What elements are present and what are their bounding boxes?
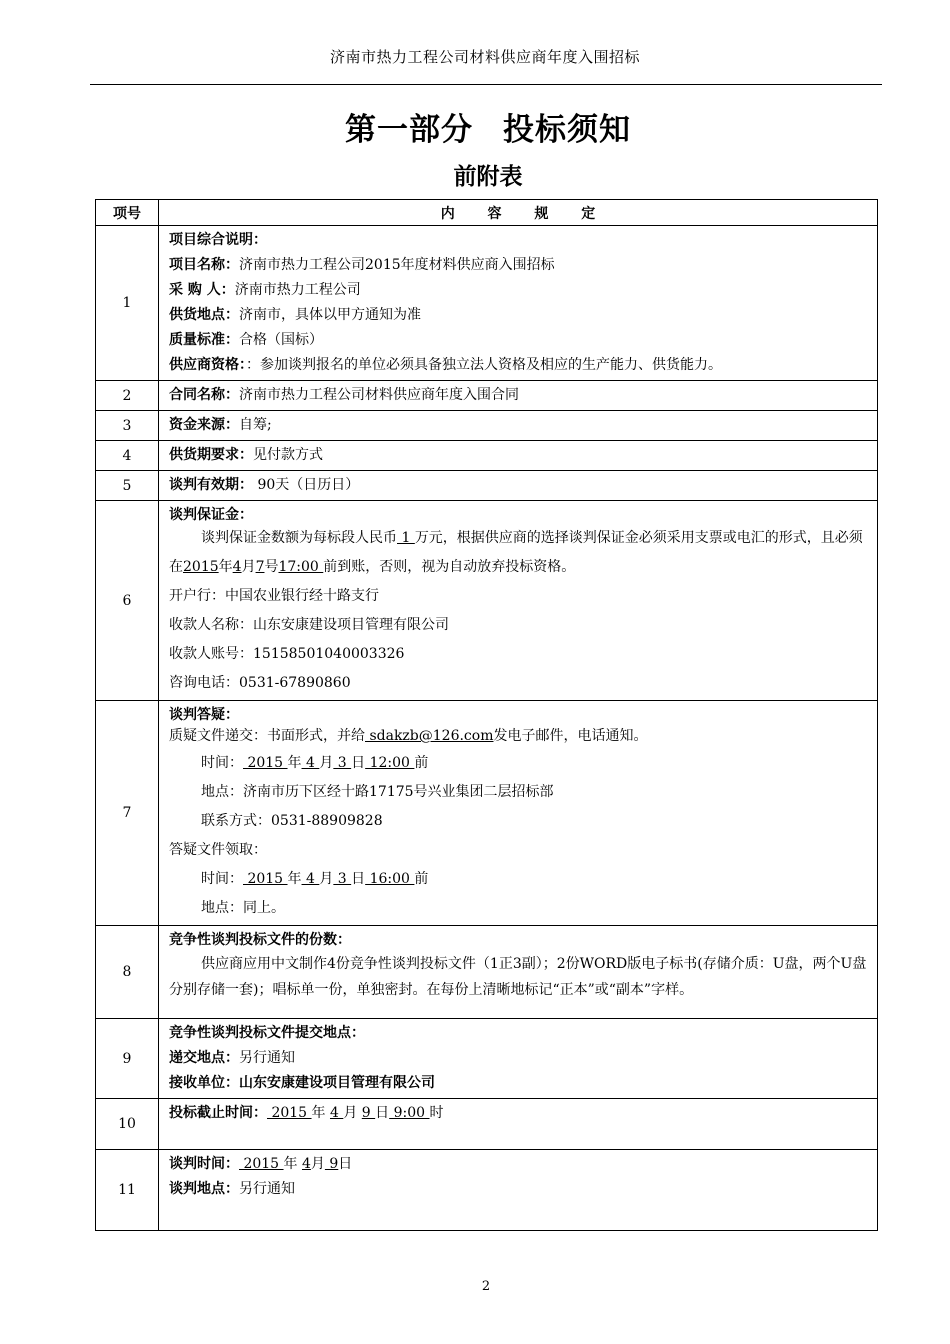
negotiation-place-label: 谈判地点： [169, 1181, 239, 1197]
contract-name-label: 合同名称： [169, 387, 239, 403]
negotiation-place-value: 另行通知 [239, 1181, 295, 1197]
answer-time-line: 时间： 2015 年 4 月 3 日 16:00 前 [201, 871, 429, 887]
row-num: 1 [96, 226, 159, 381]
quality-label: 质量标准： [169, 332, 239, 348]
supply-place-value: 济南市，具体以甲方通知为准 [239, 307, 421, 323]
inquiry-phone-line: 咨询电话：0531-67890860 [169, 675, 351, 691]
row-num: 2 [96, 381, 159, 411]
funding-value: 自筹; [239, 417, 272, 433]
row-num: 6 [96, 501, 159, 701]
row-num: 7 [96, 701, 159, 926]
receiving-unit-line: 接收单位：山东安康建设项目管理有限公司 [169, 1075, 435, 1091]
funding-label: 资金来源： [169, 417, 239, 433]
table-row-4 [96, 441, 878, 471]
row-num: 11 [96, 1150, 159, 1231]
delivery-place-value: 另行通知 [239, 1050, 295, 1066]
row-content [159, 701, 878, 926]
submission-place-label: 竞争性谈判投标文件提交地点： [169, 1025, 365, 1041]
table-row-3 [96, 411, 878, 441]
row-num: 9 [96, 1019, 159, 1099]
buyer-label: 采 购 人： [169, 282, 235, 298]
validity-label: 谈判有效期： [169, 477, 253, 493]
validity-value: 90天（日历日） [253, 477, 360, 493]
quality-value: 合格（国标） [239, 332, 323, 348]
project-name-value: 济南市热力工程公司2015年度材料供应商入围招标 [239, 257, 555, 273]
row-content [159, 381, 878, 411]
account-line: 收款人账号：15158501040003326 [169, 646, 405, 662]
delivery-place-label: 递交地点： [169, 1050, 239, 1066]
sub-title: 前附表 [453, 164, 523, 190]
clarification-label: 谈判答疑： [169, 707, 239, 723]
table-row-5 [96, 471, 878, 501]
objection-time-line: 时间： 2015 年 4 月 3 日 12:00 前 [201, 755, 429, 771]
negotiation-time-line: 谈判时间： 2015 年 4月 9日 [169, 1156, 353, 1172]
part-title-right: 投标须知 [503, 112, 631, 148]
contract-name-value: 济南市热力工程公司材料供应商年度入围合同 [239, 387, 519, 403]
row-num: 10 [96, 1099, 159, 1150]
part-title-left: 第一部分 [345, 112, 473, 148]
copies-label: 竞争性谈判投标文件的份数： [169, 932, 351, 948]
row-content [159, 1099, 878, 1150]
answer-pickup-label: 答疑文件领取： [169, 842, 267, 858]
deadline-label: 投标截止时间： [169, 1105, 267, 1121]
row-num: 5 [96, 471, 159, 501]
delivery-period-label: 供货期要求： [169, 447, 253, 463]
table-row-8 [96, 926, 878, 1019]
delivery-period-value: 见付款方式 [253, 447, 323, 463]
row-content [159, 471, 878, 501]
row-content [159, 1019, 878, 1099]
appendix-table [95, 199, 878, 1231]
negotiation-time-label: 谈判时间： [169, 1156, 239, 1172]
header-content: 内 容 规 定 [159, 200, 878, 226]
running-header: 济南市热力工程公司材料供应商年度入围招标 [329, 48, 640, 66]
row-content [159, 501, 878, 701]
payee-line: 收款人名称：山东安康建设项目管理有限公司 [169, 617, 449, 633]
project-name-label: 项目名称： [169, 257, 239, 273]
deposit-label: 谈判保证金： [169, 507, 253, 523]
header-rule [90, 84, 882, 85]
objection-line: 质疑文件递交：书面形式，并给 sdakzb@126.com发电子邮件，电话通知。 [169, 728, 648, 744]
table-row-2 [96, 381, 878, 411]
table-row-6 [96, 501, 878, 701]
table-row-1 [96, 226, 878, 381]
answer-address-line: 地点：同上。 [201, 900, 285, 916]
deadline-line: 投标截止时间： 2015 年 4 月 9 日 9:00 时 [169, 1105, 444, 1121]
table-row-9 [96, 1019, 878, 1099]
copies-paragraph: 供应商应用中文制作4份竞争性谈判投标文件（1正3副）；2份WORD版电子标书(存储介质：U盘，两个U盘分别存储一套)；唱标单一份，单独密封。在每份上清晰地标记“正本”或“副本”字样。 [169, 956, 867, 998]
row-content [159, 411, 878, 441]
buyer-value: 济南市热力工程公司 [234, 282, 361, 298]
deposit-paragraph: 谈判保证金数额为每标段人民币 1 万元，根据供应商的选择谈判保证金必须采用支票或电汇的形式，且必须在2015年4月7号17:00 前到账，否则，视为自动放弃投标资格。 [169, 530, 863, 575]
contact-line: 联系方式：0531-88909828 [201, 813, 383, 829]
row-num: 3 [96, 411, 159, 441]
table-row-10 [96, 1099, 878, 1150]
table-header-row [96, 200, 878, 226]
project-summary-label: 项目综合说明： [169, 232, 267, 248]
row-content [159, 926, 878, 1019]
row-content [159, 441, 878, 471]
bank-line: 开户行：中国农业银行经十路支行 [169, 588, 379, 604]
row-num: 8 [96, 926, 159, 1019]
qualification-label: 供应商资格： [169, 357, 246, 373]
table-row-11 [96, 1150, 878, 1231]
part-title [0, 104, 950, 149]
row-num: 4 [96, 441, 159, 471]
row-content [159, 1150, 878, 1231]
row-content [159, 226, 878, 381]
qualification-value: ：参加谈判报名的单位必须具备独立法人资格及相应的生产能力、供货能力。 [246, 357, 722, 373]
objection-address-line: 地点：济南市历下区经十路17175号兴业集团二层招标部 [201, 784, 554, 800]
supply-place-label: 供货地点： [169, 307, 239, 323]
table-row-7 [96, 701, 878, 926]
email-link[interactable]: sdakzb@126.com [365, 728, 494, 744]
deposit-amount: 1 [397, 530, 415, 546]
header-num: 项号 [96, 200, 159, 226]
page-number: 2 [481, 1279, 491, 1294]
